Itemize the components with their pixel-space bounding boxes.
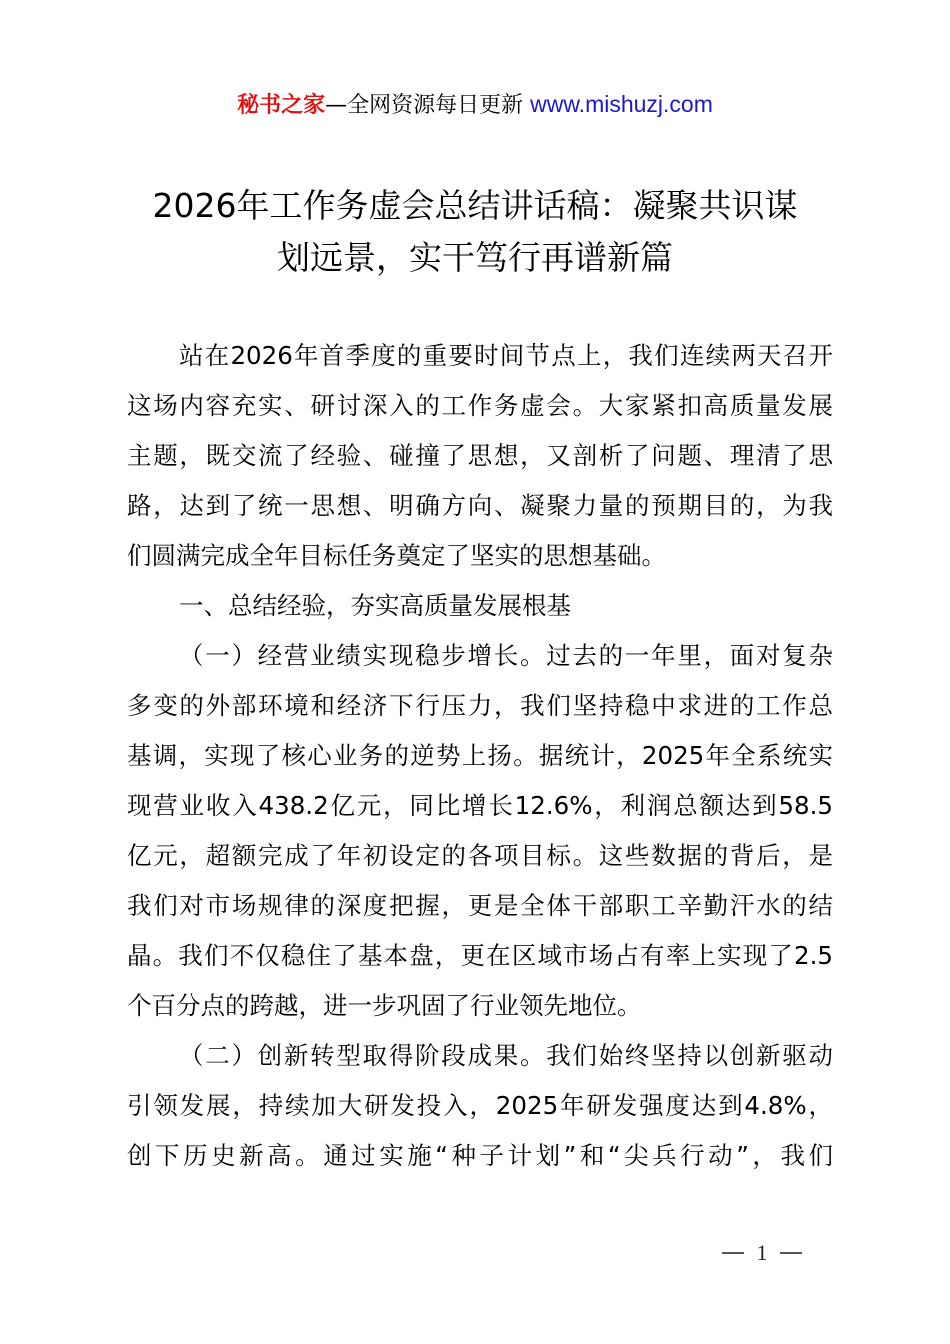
paragraph-1-line: 基调，实现了核心业务的逆势上扬。据统计，2025年全系统实 [127,741,833,770]
paragraph-1-line: 晶。我们不仅稳住了基本盘，更在区域市场占有率上实现了2.5 [127,941,833,970]
paragraph-intro-line: 这场内容充实、研讨深入的工作务虚会。大家紧扣高质量发展 [127,391,833,420]
paragraph-1-line: 我们对市场规律的深度把握，更是全体干部职工辛勤汗水的结 [127,891,833,920]
paragraph-intro-line: 站在2026年首季度的重要时间节点上，我们连续两天召开 [179,341,833,370]
paragraph-1-line: 个百分点的跨越，进一步巩固了行业领先地位。 [127,991,642,1020]
paragraph-1-line: 现营业收入438.2亿元，同比增长12.6%，利润总额达到58.5 [127,791,833,820]
paragraph-intro-line: 路，达到了统一思想、明确方向、凝聚力量的预期目的，为我 [127,491,833,520]
paragraph-2-line: 引领发展，持续加大研发投入，2025年研发强度达到4.8%， [127,1091,833,1120]
paragraph-intro-line: 们圆满完成全年目标任务奠定了坚实的思想基础。 [127,541,666,570]
site-banner [0,88,950,122]
document-body [127,331,833,1181]
title-line: 划远景，实干笃行再谱新篇 [277,238,673,277]
paragraph-2-line: （二）创新转型取得阶段成果。我们始终坚持以创新驱动 [179,1041,833,1070]
site-url-link[interactable]: www.mishuzj.com [530,91,713,117]
page-number: 1 [756,1240,768,1265]
document-title [110,180,840,284]
paragraph-1-line: （一）经营业绩实现稳步增长。过去的一年里，面对复杂 [179,641,833,670]
paragraph-1-line: 多变的外部环境和经济下行压力，我们坚持稳中求进的工作总 [127,691,833,720]
brand-name: 秘书之家 [237,93,326,118]
title-line: 2026年工作务虚会总结讲话稿：凝聚共识谋 [152,186,798,225]
page-footer [722,1240,802,1266]
section-heading: 一、总结经验，夯实高质量发展根基 [179,591,571,620]
paragraph-intro-line: 主题，既交流了经验、碰撞了思想，又剖析了问题、理清了思 [127,441,833,470]
banner-tagline: —全网资源每日更新 [325,93,531,118]
paragraph-1-line: 亿元，超额完成了年初设定的各项目标。这些数据的背后，是 [127,841,833,870]
paragraph-2-line: 创下历史新高。通过实施“种子计划”和“尖兵行动”，我们 [127,1141,833,1170]
dash-left [722,1252,744,1254]
dash-right [780,1252,802,1254]
